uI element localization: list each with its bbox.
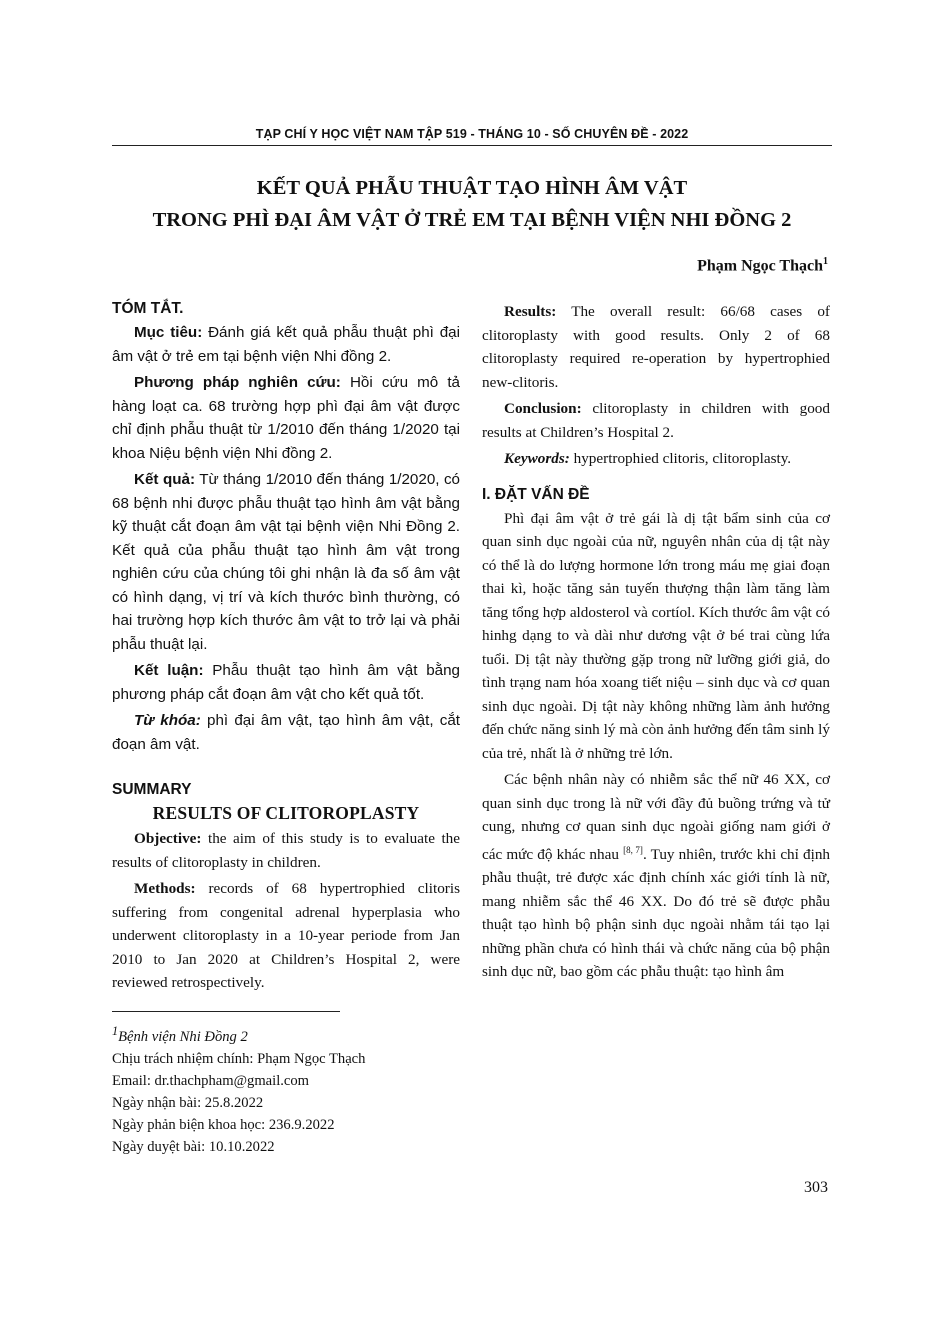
footnote-email: Email: dr.thachpham@gmail.com: [112, 1072, 310, 1089]
abstract-vi-conclusion: [112, 659, 460, 706]
author-text: Phạm Ngọc Thạch: [697, 257, 823, 275]
objective-text: Đánh giá kết quả phẫu thuật phì đại âm vật ở trẻ em tại bệnh viện Nhi đồng 2.: [112, 324, 460, 365]
author-superscript: 1: [823, 256, 828, 267]
en-results-label: Results:: [504, 303, 557, 320]
summary-title: RESULTS OF CLITOROPLASTY: [152, 803, 420, 823]
right-column: [482, 300, 830, 987]
en-methods-text: records of 68 hypertrophied clitoris suffering from congenital adrenal hyperplasia who underwent clitoroplasty in a 10-year periode from Jan 2010 to Jan 2020 at Children’s Hospital 2, were reviewed retrospectively.: [112, 880, 460, 991]
citation-ref: [8, 7]: [623, 844, 643, 855]
footnote-received: Ngày nhận bài: 25.8.2022: [112, 1094, 264, 1111]
en-methods-label: Methods:: [134, 880, 196, 897]
keywords-text: phì đại âm vật, tạo hình âm vật, cắt đoạn âm vật.: [112, 712, 461, 753]
en-keywords-text: hypertrophied clitoris, clitoroplasty.: [569, 450, 792, 467]
abstract-vi-objective: [112, 321, 460, 368]
author-name: [697, 256, 828, 275]
en-conclusion-text: clitoroplasty in children with good results at Children’s Hospital 2.: [482, 400, 830, 441]
title-line-1: KẾT QUẢ PHẪU THUẬT TẠO HÌNH ÂM VẬT: [256, 177, 688, 199]
intro-paragraph-1: Phì đại âm vật ở trẻ gái là dị tật bẩm sinh của cơ quan sinh dục ngoài của nữ, nguyên nhân của dị tật này có thể là do lượng hormone lớn trong máu mẹ giai đoạn thai kì, hoặc tăng sản tuyến thượng thận làm tăng làm tăng tổng hợp aldosterol và cortíol. Kích thước âm vật có hinhg dạng to và dài như dương vật ở bé trai cùng lứa tuổi. Dị tật này thường gặp trong nữ lưỡng giới giả, do tình trạng nam hóa xoang tiết niệu – sinh dục và cơ quan sinh dục ngoài. Dị tật này không những làm ảnh hưởng đến chức năng sinh lý mà còn ảnh hưởng đến tâm sinh lý của trẻ, nhất là ở những trẻ lớn.: [482, 509, 830, 762]
footnote-affiliation: [112, 1020, 460, 1048]
conclusion-label: Kết luận:: [134, 662, 204, 679]
results-label: Kết quả:: [134, 471, 196, 488]
abstract-en-keywords: [482, 447, 830, 471]
spacer: [112, 759, 460, 781]
left-column: [112, 300, 460, 998]
footnote-corresponding: Chịu trách nhiệm chính: Phạm Ngọc Thạch: [112, 1050, 366, 1067]
en-results-text: The overall result: 66/68 cases of clitoroplasty with good results. Only 2 of 68 clitoroplasty required re-operation by hypertrophied new-clitoris.: [482, 303, 830, 391]
intro-p2-text-a: Các bệnh nhân này có nhiễm sắc thể nữ 46 XX, cơ quan sinh dục trong là nữ với đầy đủ buồng trứng và tử cung, nhưng cơ quan sinh dục ngoài giống nam giới ở các mức độ khác nhau: [482, 771, 830, 863]
methods-label: Phương pháp nghiên cứu:: [134, 374, 341, 391]
abstract-en-conclusion: [482, 397, 830, 444]
abstract-vi-results: [112, 468, 460, 656]
running-header: TẠP CHÍ Y HỌC VIỆT NAM TẬP 519 - THÁNG 10 - SỐ CHUYÊN ĐỀ - 2022: [255, 127, 689, 141]
affiliation-superscript: 1: [112, 1024, 119, 1038]
header-rule: [112, 145, 832, 146]
en-keywords-label: Keywords:: [504, 450, 570, 467]
intro-heading: I. ĐẶT VẤN ĐỀ: [482, 485, 590, 503]
abstract-en-objective: [112, 827, 460, 874]
footnote-rule: [112, 1011, 340, 1012]
en-objective-text: the aim of this study is to evaluate the results of clitoroplasty in children.: [112, 830, 460, 871]
footnotes: [112, 1020, 460, 1158]
abstract-vi-methods: [112, 371, 460, 465]
footnote-accepted: Ngày duyệt bài: 10.10.2022: [112, 1138, 275, 1155]
keywords-label: Từ khóa:: [134, 712, 201, 729]
article-title: [112, 172, 832, 236]
intro-p2-text-b: . Tuy nhiên, trước khi chỉ định phẫu thuật, trẻ được xác định chính xác giới tính là nữ, mang nhiễm sắc thể 46 XX. Do đó trẻ sẽ được phẫu thuật tạo hình bộ phận sinh dục ngoài nhằm tái tạo lại những phần chưa có hình thái và chức năng của bộ phận sinh dục nữ, bao gồm các phẫu thuật: tạo hình âm: [482, 845, 831, 981]
objective-label: Mục tiêu:: [134, 324, 203, 341]
abstract-en-methods: [112, 877, 460, 995]
conclusion-text: Phẫu thuật tạo hình âm vật bằng phương pháp cắt đoạn âm vật cho kết quả tốt.: [112, 662, 460, 703]
spacer: [482, 474, 830, 486]
en-objective-label: Objective:: [134, 830, 202, 847]
title-line-2: TRONG PHÌ ĐẠI ÂM VẬT Ở TRẺ EM TẠI BỆNH VIỆN NHI ĐỒNG 2: [152, 209, 792, 231]
en-conclusion-label: Conclusion:: [504, 400, 582, 417]
abstract-en-results: [482, 300, 830, 394]
results-text: Từ tháng 1/2010 đến tháng 1/2020, có 68 bệnh nhi được phẫu thuật tạo hình âm vật bằng kỹ thuật cắt đoạn âm vật tại bệnh viện Nhi Đồng 2. Kết quả của phẫu thuật tạo hình âm vật trong nghiên cứu của chúng tôi ghi nhận là đa số âm vật có hình dạng, vị trí và kích thước bình thường, có hai trường hợp kích thước âm vật to trở lại và phải phẫu thuật lại.: [112, 471, 461, 653]
abstract-vi-heading: TÓM TẮT.: [112, 300, 184, 317]
page-number: 303: [804, 1179, 828, 1196]
intro-paragraph-2: [482, 768, 830, 984]
abstract-vi-keywords: [112, 709, 460, 756]
methods-text: Hồi cứu mô tả hàng loạt ca. 68 trường hợp phì đại âm vật được chỉ định phẫu thuật từ 1/2010 đến tháng 1/2020 tại khoa Niệu bệnh viện Nhi đồng 2.: [112, 374, 461, 462]
summary-heading: SUMMARY: [112, 781, 192, 798]
footnote-reviewed: Ngày phản biện khoa học: 236.9.2022: [112, 1116, 335, 1133]
affiliation-text: Bệnh viện Nhi Đồng 2: [118, 1028, 248, 1045]
